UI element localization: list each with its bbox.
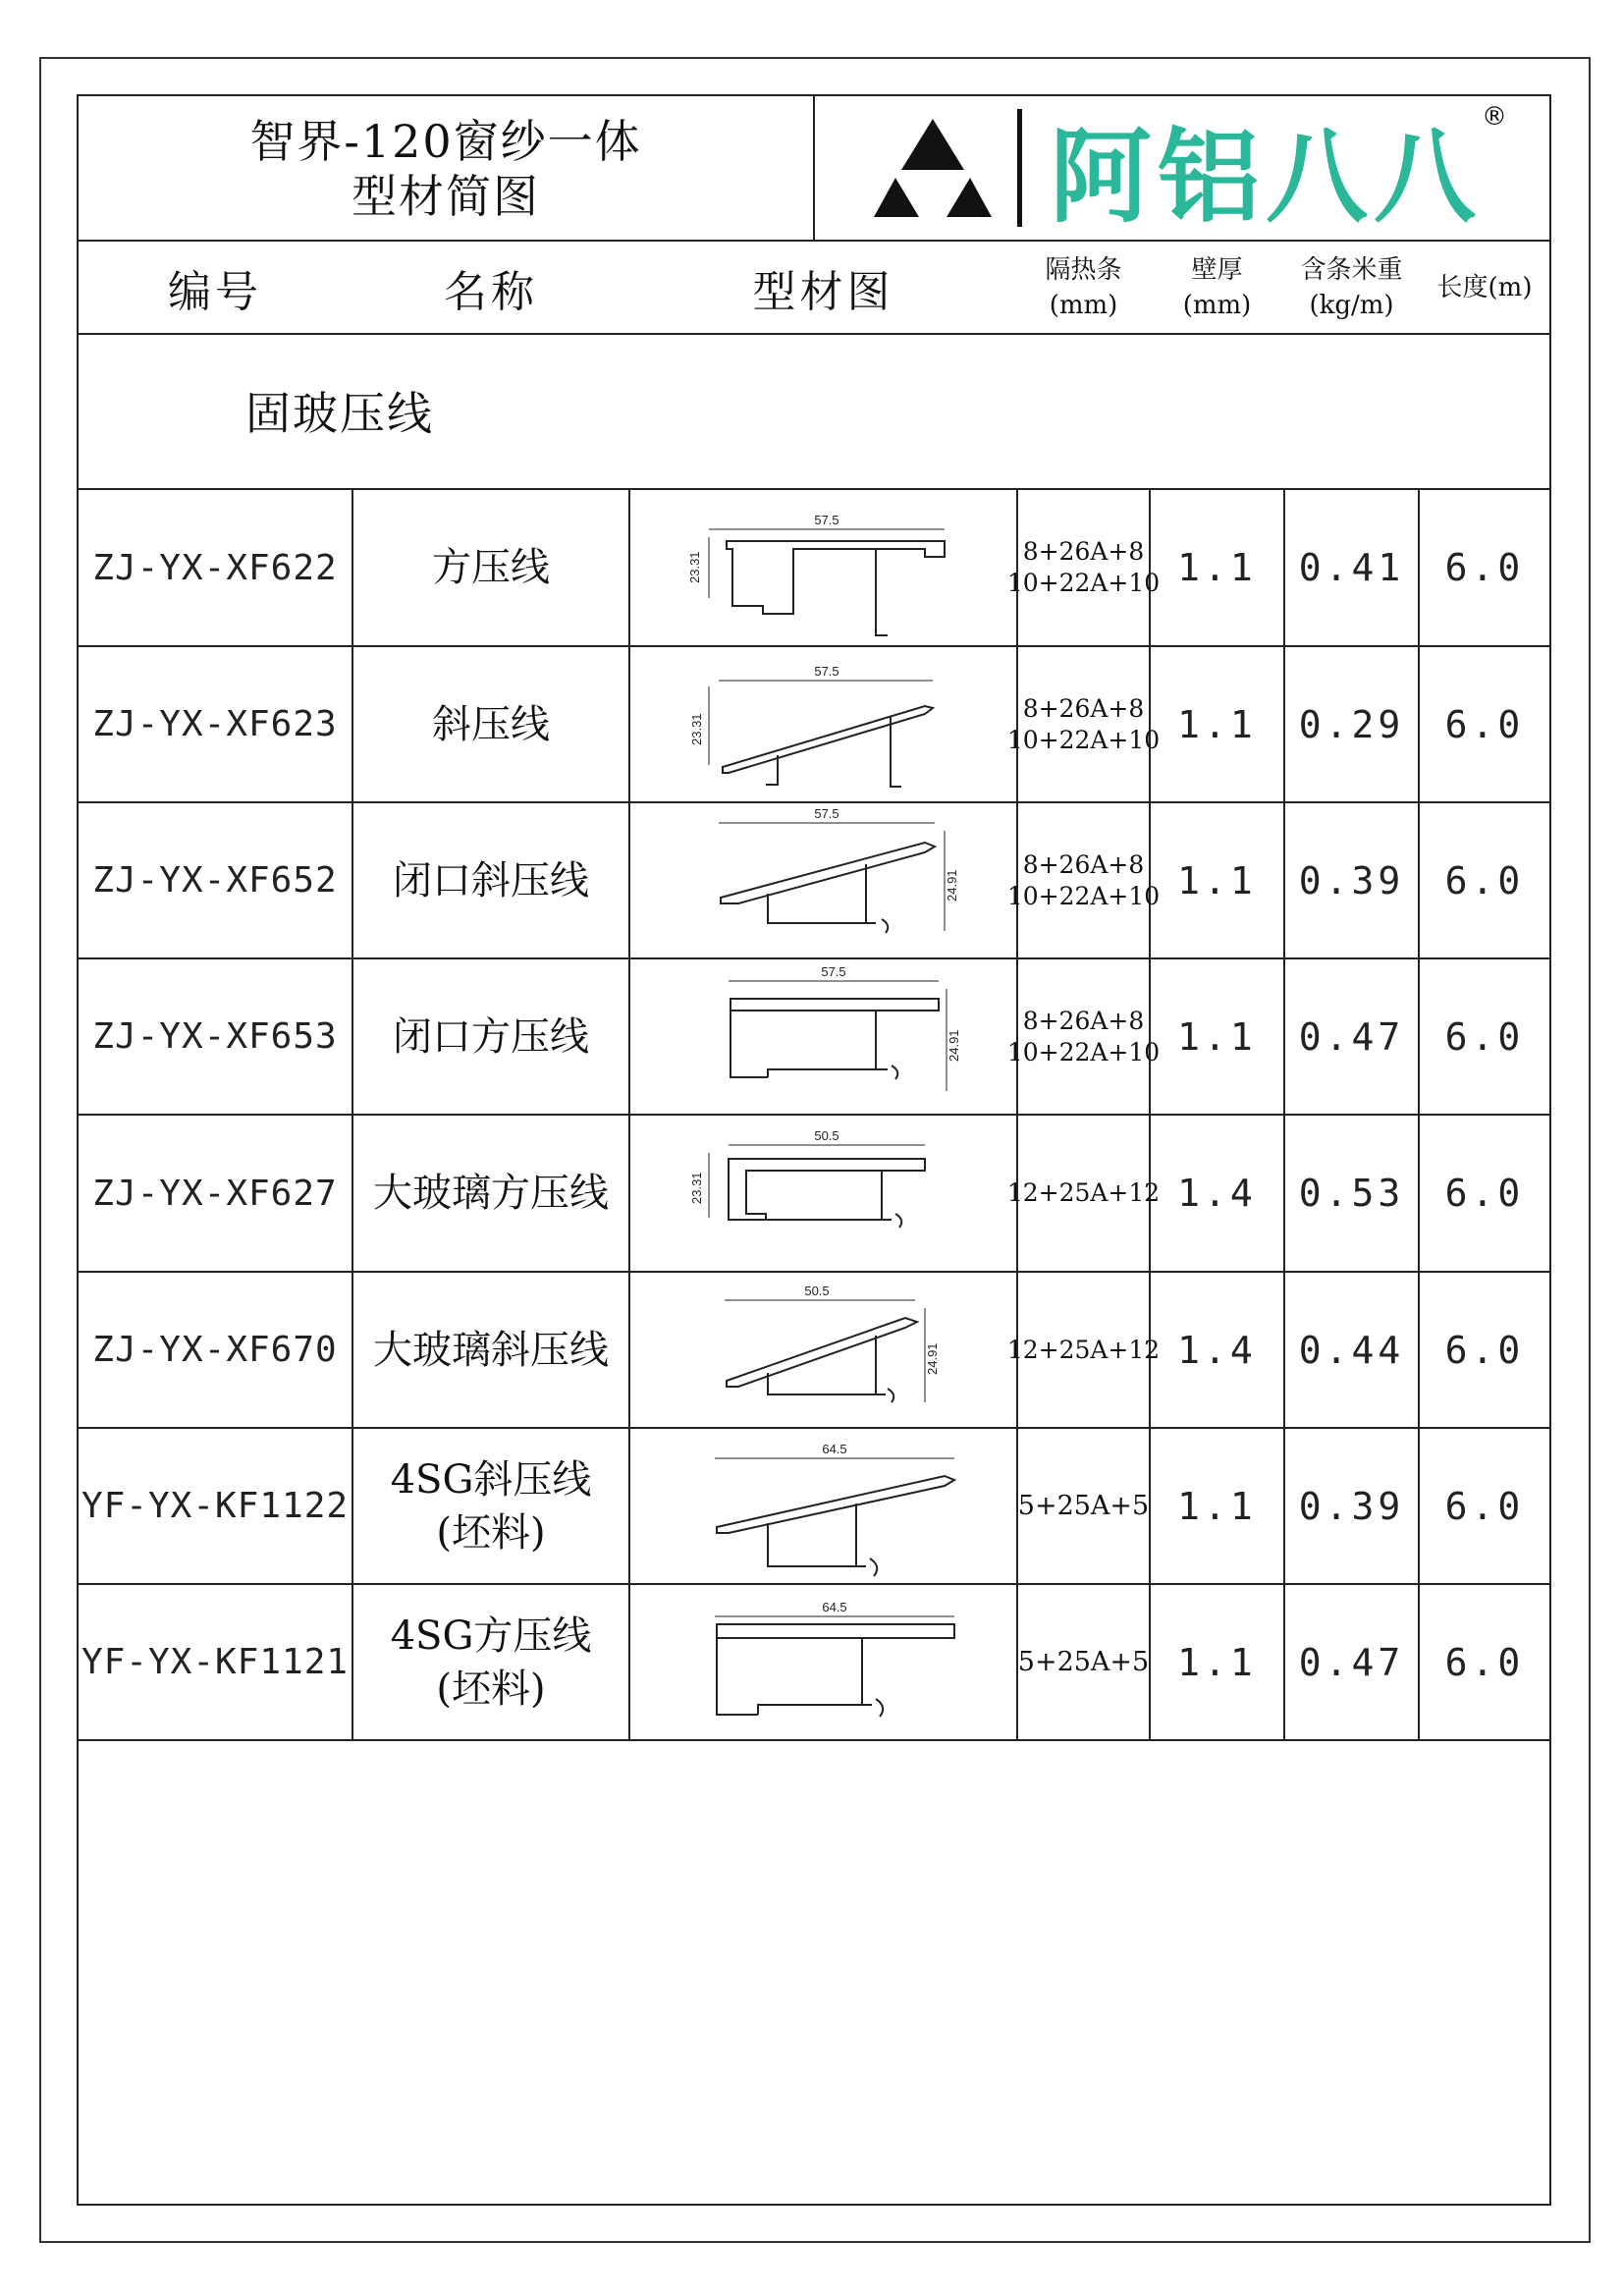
row-code: YF-YX-KF1121 bbox=[81, 1642, 350, 1682]
row-name-line1: 斜压线 bbox=[432, 701, 550, 747]
row-glass-line2: 10+22A+10 bbox=[1006, 881, 1161, 910]
row-name-line2: (坯料) bbox=[436, 1509, 546, 1556]
row-code: YF-YX-KF1122 bbox=[81, 1486, 350, 1526]
rule-under-columns bbox=[77, 333, 1551, 335]
row-length: 6.0 bbox=[1444, 1014, 1525, 1059]
profile-drawing bbox=[630, 1273, 1016, 1427]
dimension-height: 24.91 bbox=[925, 1342, 940, 1375]
row-glass-line1: 8+26A+8 bbox=[1022, 849, 1145, 879]
row-glass-line2: 10+22A+10 bbox=[1006, 725, 1161, 754]
row-wall: 1.1 bbox=[1177, 546, 1257, 589]
row-glass-line1: 12+25A+12 bbox=[1006, 1178, 1161, 1207]
row-name bbox=[353, 803, 628, 957]
row-name-line1: 4SG斜压线 bbox=[390, 1456, 592, 1503]
title-line-1: 智界-120窗纱一体 bbox=[249, 115, 642, 168]
section-title: 固玻压线 bbox=[245, 387, 434, 440]
col-header-glass-line2: (mm) bbox=[1049, 290, 1118, 320]
row-wall: 1.1 bbox=[1177, 1484, 1257, 1528]
row-weight: 0.44 bbox=[1298, 1328, 1405, 1372]
row-weight: 0.53 bbox=[1298, 1172, 1405, 1215]
col-header-weight-line2: (kg/m) bbox=[1309, 290, 1394, 320]
row-code: ZJ-YX-XF622 bbox=[92, 547, 338, 588]
row-wall: 1.1 bbox=[1177, 858, 1257, 902]
col-header-glass-line1: 隔热条 bbox=[1045, 254, 1122, 285]
col-header-wall-line1: 壁厚 bbox=[1191, 254, 1243, 285]
col-header-wall-line2: (mm) bbox=[1182, 290, 1252, 320]
row-glass-line1: 8+26A+8 bbox=[1022, 693, 1145, 723]
brand-name: 阿铝八八 bbox=[1050, 117, 1483, 237]
row-name-line1: 闭口斜压线 bbox=[393, 857, 589, 903]
row-wall: 1.1 bbox=[1177, 702, 1257, 746]
row-glass-line1: 5+25A+5 bbox=[1017, 1646, 1150, 1677]
row-glass-line1: 5+25A+5 bbox=[1017, 1490, 1150, 1521]
title-line-2: 型材简图 bbox=[352, 170, 540, 223]
row-length: 6.0 bbox=[1444, 858, 1525, 902]
col-header-name: 名称 bbox=[444, 266, 538, 317]
row-glass bbox=[1006, 490, 1161, 645]
dimension-width: 57.5 bbox=[814, 513, 839, 527]
row-glass bbox=[1006, 959, 1161, 1114]
row-code: ZJ-YX-XF652 bbox=[92, 860, 338, 901]
row-glass bbox=[1006, 1116, 1161, 1271]
dimension-height: 23.31 bbox=[689, 1172, 704, 1204]
row-glass-line2: 10+22A+10 bbox=[1006, 1037, 1161, 1066]
col-header-code: 编号 bbox=[168, 266, 262, 317]
row-name-line2: (坯料) bbox=[436, 1666, 546, 1712]
row-glass bbox=[1006, 1273, 1161, 1427]
row-glass-line2: 10+22A+10 bbox=[1006, 569, 1161, 597]
row-glass-line1: 8+26A+8 bbox=[1022, 537, 1145, 566]
row-length: 6.0 bbox=[1444, 1172, 1525, 1215]
row-length: 6.0 bbox=[1444, 702, 1525, 746]
dimension-width: 50.5 bbox=[804, 1284, 830, 1298]
row-code: ZJ-YX-XF627 bbox=[92, 1173, 338, 1214]
row-rule bbox=[77, 1739, 1551, 1741]
dimension-width: 57.5 bbox=[821, 964, 846, 979]
row-code: ZJ-YX-XF623 bbox=[92, 704, 338, 744]
dimension-height: 24.91 bbox=[945, 869, 959, 902]
dimension-height: 23.31 bbox=[687, 551, 702, 583]
row-weight: 0.47 bbox=[1298, 1640, 1405, 1684]
dimension-width: 64.5 bbox=[822, 1442, 847, 1456]
row-name bbox=[353, 490, 628, 645]
row-name bbox=[353, 959, 628, 1114]
col-header-wall bbox=[1151, 242, 1283, 333]
row-weight: 0.39 bbox=[1298, 1484, 1405, 1528]
row-glass bbox=[1006, 803, 1161, 957]
row-glass bbox=[1006, 647, 1161, 801]
col-header-drawing: 型材图 bbox=[752, 266, 894, 317]
row-length: 6.0 bbox=[1444, 1484, 1525, 1528]
row-name bbox=[353, 647, 628, 801]
dimension-width: 50.5 bbox=[814, 1128, 839, 1143]
row-name bbox=[353, 1585, 628, 1739]
document-title bbox=[79, 98, 813, 240]
row-glass bbox=[1018, 1585, 1149, 1739]
row-name bbox=[353, 1273, 628, 1427]
dimension-height: 23.31 bbox=[689, 713, 704, 745]
row-wall: 1.1 bbox=[1177, 1640, 1257, 1684]
profile-drawing bbox=[630, 1585, 1016, 1739]
triangle-logo-icon bbox=[864, 109, 1001, 227]
row-weight: 0.29 bbox=[1298, 702, 1405, 746]
logo-separator bbox=[1017, 109, 1022, 227]
row-glass-line1: 12+25A+12 bbox=[1006, 1335, 1161, 1364]
col-header-length: 长度(m) bbox=[1436, 272, 1533, 302]
row-name bbox=[353, 1429, 628, 1583]
profile-drawing bbox=[630, 647, 1016, 801]
brand-logo bbox=[815, 96, 1549, 240]
row-wall: 1.4 bbox=[1177, 1328, 1257, 1372]
dimension-width: 57.5 bbox=[814, 664, 839, 679]
row-name-line1: 方压线 bbox=[432, 545, 550, 590]
col-header-weight-line1: 含条米重 bbox=[1300, 254, 1403, 285]
row-glass bbox=[1018, 1429, 1149, 1583]
row-weight: 0.41 bbox=[1298, 546, 1405, 589]
row-name-line1: 大玻璃方压线 bbox=[373, 1171, 609, 1216]
dimension-width: 64.5 bbox=[822, 1600, 847, 1614]
row-wall: 1.4 bbox=[1177, 1172, 1257, 1215]
col-header-weight bbox=[1285, 242, 1418, 333]
row-name-line1: 4SG方压线 bbox=[390, 1613, 592, 1659]
row-glass-line1: 8+26A+8 bbox=[1022, 1006, 1145, 1035]
row-length: 6.0 bbox=[1444, 1328, 1525, 1372]
profile-drawing bbox=[630, 1116, 1016, 1271]
dimension-height: 24.91 bbox=[947, 1029, 961, 1062]
registered-mark: ® bbox=[1482, 102, 1508, 132]
row-code: ZJ-YX-XF653 bbox=[92, 1016, 338, 1057]
row-code: ZJ-YX-XF670 bbox=[92, 1330, 338, 1370]
row-weight: 0.47 bbox=[1298, 1014, 1405, 1059]
row-name-line1: 大玻璃斜压线 bbox=[373, 1327, 609, 1373]
col-header-glass bbox=[1018, 242, 1149, 333]
row-length: 6.0 bbox=[1444, 546, 1525, 589]
profile-drawing bbox=[630, 959, 1016, 1114]
row-wall: 1.1 bbox=[1177, 1014, 1257, 1059]
profile-drawing bbox=[630, 490, 1016, 645]
row-name bbox=[353, 1116, 628, 1271]
profile-drawing bbox=[630, 803, 1016, 957]
profile-drawing bbox=[630, 1429, 1016, 1583]
dimension-width: 57.5 bbox=[814, 806, 839, 821]
row-name-line1: 闭口方压线 bbox=[393, 1013, 589, 1060]
row-weight: 0.39 bbox=[1298, 858, 1405, 902]
row-length: 6.0 bbox=[1444, 1640, 1525, 1684]
